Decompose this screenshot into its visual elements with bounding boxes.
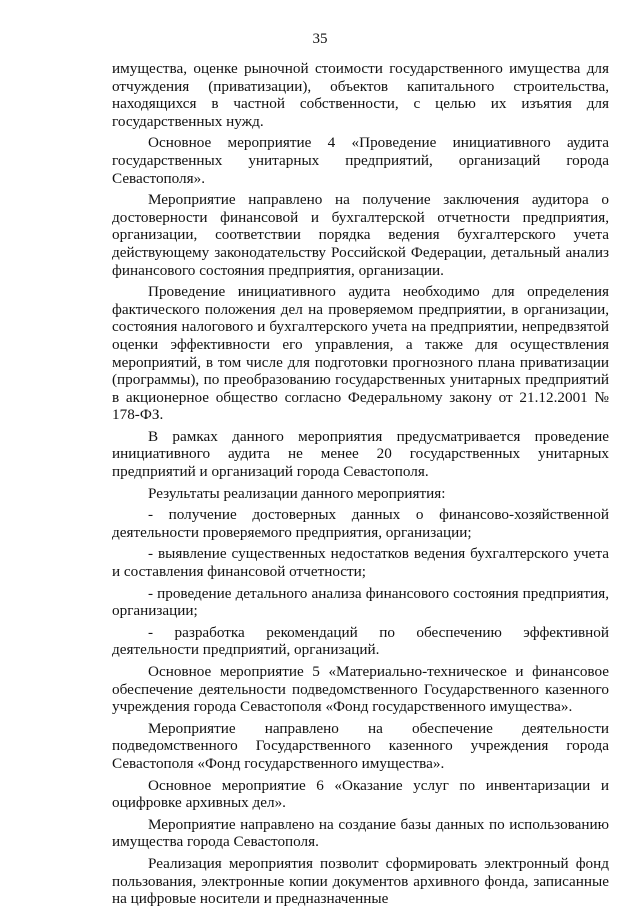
list-item-result-4: - разработка рекомендаций по обеспечению эффективной деятельности предприятий, организаций. bbox=[112, 623, 609, 659]
paragraph-continuation: имущества, оценке рыночной стоимости государственного имущества для отчуждения (приватизации), объектов капитального строительства, находящихся в частной собственности, с целью их изъятия для государственных нужд. bbox=[112, 60, 609, 130]
paragraph-audit-rationale: Проведение инициативного аудита необходимо для определения фактического положения дел на проверяемом предприятии, в организации, состояния налогового и бухгалтерского учета на предприятии, непредвзятой оценки эффективности его управления, а также для осуществления мероприятий, в том числе для подготовки прогнозного плана приватизации (программы), по преобразованию государственных унитарных предприятий в акционерное общество согласно Федеральному закону от 21.12.2001 № 178-ФЗ. bbox=[112, 283, 609, 424]
paragraph-event-4-purpose: Мероприятие направлено на получение заключения аудитора о достоверности финансовой и бухгалтерской отчетности предприятия, организации, соответствии порядка ведения бухгалтерского учета действующему законодательству Российской Федерации, детальный анализ финансового состояния предприятия, организации. bbox=[112, 191, 609, 279]
paragraph-event-6-outcome: Реализация мероприятия позволит сформировать электронный фонд пользования, электронные копии документов архивного фонда, записанные на цифровые носители и предназначенные bbox=[112, 854, 609, 908]
paragraph-event-6-purpose: Мероприятие направлено на создание базы данных по использованию имущества города Севастополя. bbox=[112, 815, 609, 851]
page-number: 35 bbox=[312, 31, 328, 47]
list-item-result-2: - выявление существенных недостатков ведения бухгалтерского учета и составления финансовой отчетности; bbox=[112, 545, 609, 581]
list-item-result-1: - получение достоверных данных о финансово-хозяйственной деятельности проверяемого предприятия, организации; bbox=[112, 506, 609, 541]
paragraph-results-heading: Результаты реализации данного мероприятия: bbox=[148, 484, 446, 502]
paragraph-event-4-heading: Основное мероприятие 4 «Проведение инициативного аудита государственных унитарных предприятий, организаций города Севастополя». bbox=[112, 134, 609, 187]
paragraph-event-5-heading: Основное мероприятие 5 «Материально-техническое и финансовое обеспечение деятельности подведомственного Государственного казенного учреждения города Севастополя «Фонд государственного имущества». bbox=[112, 663, 609, 716]
paragraph-event-5-purpose: Мероприятие направлено на обеспечение деятельности подведомственного Государственного казенного учреждения города Севастополя «Фонд государственного имущества». bbox=[112, 719, 609, 772]
paragraph-audit-scope: В рамках данного мероприятия предусматривается проведение инициативного аудита не менее 20 государственных унитарных предприятий и организаций города Севастополя. bbox=[112, 427, 609, 481]
paragraph-event-6-heading: Основное мероприятие 6 «Оказание услуг по инвентаризации и оцифровке архивных дел». bbox=[112, 776, 609, 812]
list-item-result-3: - проведение детального анализа финансового состояния предприятия, организации; bbox=[112, 584, 609, 620]
document-body bbox=[112, 60, 609, 912]
